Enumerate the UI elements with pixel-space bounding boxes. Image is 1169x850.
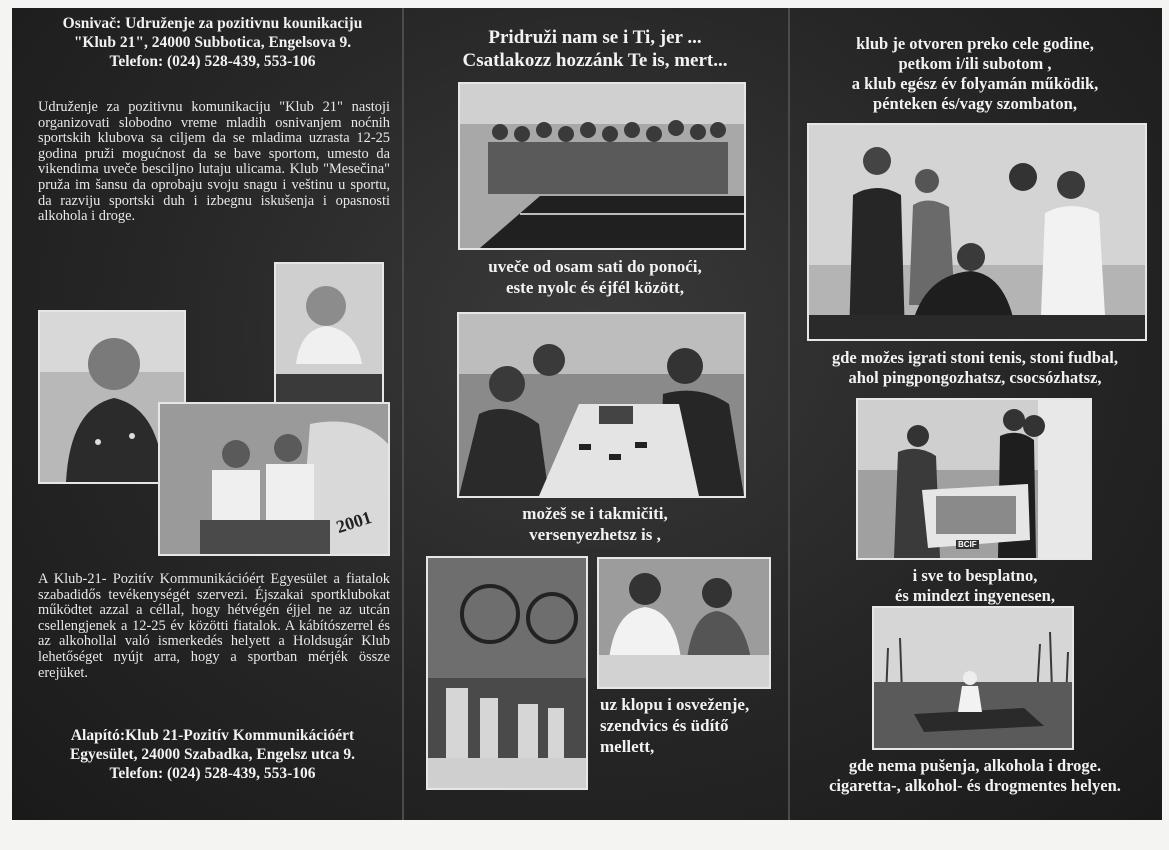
serbian-intro-paragraph: Udruženje za pozitivnu komunikaciju "Klub 21" nastoji organizovati slobodno vreme mladih osnivanjem noćnih sportskih klubova sa ciljem da se mladima uzrasta 12-25 godina pruži mogućnost da se bave sportom, umesto da vikendima uveče besciljno lutaju ulicama. Klub "Mesečina" pruža im šansu da oprobaju svoju snagu i veštinu u sportu, da razviju sportski duh i izbegnu iskušenja i opasnosti alkohola i droge. — [38, 99, 390, 225]
open-heading-line-4: pénteken és/vagy szombaton, — [873, 94, 1077, 113]
founder-footer-line-3: Telefon: (024) 528-439, 553-106 — [109, 765, 316, 782]
photo-girl-at-table — [274, 262, 384, 414]
caption-compete-line-1: možeš se i takmičiti, — [522, 504, 668, 523]
caption-free-line-2: és mindezt ingyenesen, — [895, 586, 1055, 605]
caption-food-line-3: mellett, — [600, 737, 655, 756]
open-heading-line-2: petkom i/ili subotom , — [898, 54, 1052, 73]
caption-no-smoking-line-1: gde nema pušenja, alkohola i droge. — [848, 756, 1102, 775]
founder-header-line-2: "Klub 21", 24000 Subbotica, Engelsova 9. — [73, 34, 352, 51]
caption-food-line-1: uz klopu i osveženje, — [600, 695, 750, 714]
photo-foosball — [856, 398, 1092, 560]
fold-line-left — [402, 8, 404, 820]
open-heading-line-3: a klub egész év folyamán működik, — [851, 74, 1099, 93]
caption-games-line-1: gde možes igrati stoni tenis, stoni fudbal, — [831, 348, 1118, 367]
founder-header-line-3: Telefon: (024) 528-439, 553-106 — [109, 53, 316, 70]
caption-time-line-2: este nyolc és éjfél között, — [506, 278, 684, 297]
join-heading-line-2: Csatlakozz hozzánk Te is, mert... — [462, 50, 728, 71]
caption-no-smoking — [795, 756, 1155, 796]
caption-compete-line-2: versenyezhetsz is , — [529, 525, 661, 544]
photo-trophies-bike — [426, 556, 588, 790]
founder-header — [30, 14, 395, 71]
photo-reeds-fishing — [872, 606, 1074, 750]
caption-free — [795, 566, 1155, 606]
caption-food-line-2: szendvics és üdítő — [600, 716, 729, 735]
photo-darts-room — [807, 123, 1147, 341]
caption-time — [410, 256, 780, 298]
open-heading — [795, 34, 1155, 114]
founder-footer — [30, 726, 395, 783]
caption-free-line-1: i sve to besplatno, — [912, 566, 1038, 585]
join-heading — [410, 26, 780, 72]
open-heading-line-1: klub je otvoren preko cele godine, — [856, 34, 1094, 53]
caption-food — [600, 694, 780, 757]
caption-time-line-1: uveče od osam sati do ponoći, — [488, 257, 702, 276]
page-margin-bottom — [0, 820, 1169, 850]
founder-footer-line-1: Alapító:Klub 21-Pozitív Kommunikációért — [70, 727, 355, 744]
photo-group-pingpong — [458, 82, 746, 250]
photo-two-boys-graffiti — [158, 402, 390, 556]
caption-no-smoking-line-2: cigaretta-, alkohol- és drogmentes helyen. — [829, 776, 1121, 795]
founder-footer-line-2: Egyesület, 24000 Szabadka, Engelsz utca 9. — [69, 746, 356, 763]
caption-compete — [410, 503, 780, 545]
caption-games-line-2: ahol pingpongozhatsz, csocsózhatsz, — [848, 368, 1102, 387]
graffiti-year: 2001 — [333, 506, 375, 538]
photo-boys-eating — [597, 557, 771, 689]
hungarian-intro-paragraph: A Klub-21- Pozitív Kommunikációért Egyesület a fiatalok szabadidős tevékenységét szervezi. Éjszakai sportklubokat működtet azzal a céllal, hogy hétvégén éjjel ne az utcán csellengjenek a 12-25 év közötti fiatalok. A kábítószerrel és az alkohollal való ismerkedés helyett a Holdsugár Klub lehetőséget nyújt arra, hogy a sportban mérjék össze erejüket. — [38, 571, 390, 681]
join-heading-line-1: Pridruži nam se i Ti, jer ... — [488, 27, 702, 48]
caption-games — [795, 348, 1155, 388]
fold-line-right — [788, 8, 790, 820]
founder-header-line-1: Osnivač: Udruženje za pozitivnu kounikaciju — [62, 15, 363, 32]
foosball-brand: BCIF — [958, 540, 977, 549]
photo-board-games — [457, 312, 746, 498]
